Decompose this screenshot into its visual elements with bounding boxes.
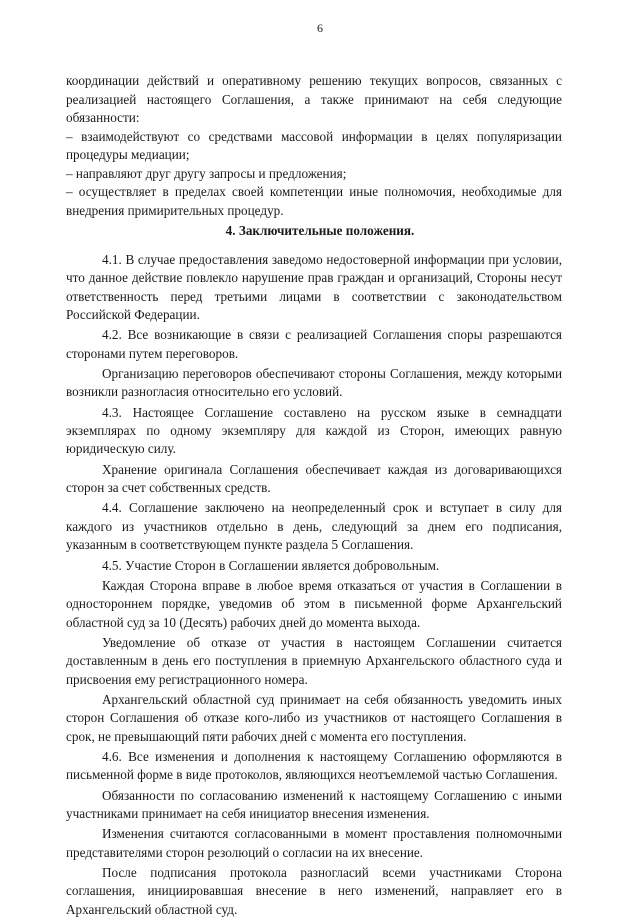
paragraph: Каждая Сторона вправе в любое время отказаться от участия в Соглашении в одностороннем порядке, уведомив об этом в письменной форме Архангельский областной суд за 10 (Десять) рабочих дней до момента выхода. <box>66 577 562 630</box>
paragraph: Обязанности по согласованию изменений к настоящему Соглашению с иными участниками принимает на себя инициатор внесения изменения. <box>66 787 562 821</box>
intro-list-item: – осуществляет в пределах своей компетенции иные полномочия, необходимые для внедрения примирительных процедур. <box>66 184 562 218</box>
paragraph: Хранение оригинала Соглашения обеспечивает каждая из договаривающихся сторон за счет собственных средств. <box>66 461 562 496</box>
intro-list-item: – взаимодействуют со средствами массовой информации в целях популяризации процедуры медиации; <box>66 128 562 162</box>
paragraph: Архангельский областной суд принимает на себя обязанность уведомить иных сторон Соглашения об отказе кого-либо из участников от настоящего Соглашения в срок, не превышающий пяти рабочих дней с момента его поступления. <box>66 691 562 744</box>
paragraph-4-4: 4.4. Соглашение заключено на неопределенный срок и вступает в силу для каждого из участников отдельно в день, следующий за днем его подписания, указанным в соответствующем пункте раздела 5 Соглашения. <box>66 500 562 553</box>
paragraph: Организацию переговоров обеспечивают стороны Соглашения, между которыми возникли разногласия относительно его условий. <box>66 366 562 400</box>
intro-block <box>66 72 562 220</box>
section-body <box>66 251 562 921</box>
paragraph-4-5: 4.5. Участие Сторон в Соглашении является добровольным. <box>102 557 440 573</box>
paragraph-4-3: 4.3. Настоящее Соглашение составлено на русском языке в семнадцати экземплярах по одному экземпляру для каждой из Сторон, имеющих равную юридическую силу. <box>66 404 562 457</box>
paragraph: Изменения считаются согласованными в момент проставления полномочными представителями сторон резолюций о согласии на их внесение. <box>66 826 562 860</box>
paragraph: После подписания протокола разногласий всеми участниками Сторона соглашения, инициировавшая внесение в него изменений, направляет его в Архангельский областной суд. <box>66 865 562 917</box>
paragraph: Уведомление об отказе от участия в настоящем Соглашении считается доставленным в день его поступления в приемную Архангельского областного суда и присвоения ему регистрационного номера. <box>66 634 562 687</box>
paragraph-4-1: 4.1. В случае предоставления заведомо недостоверной информации при условии, что данное действие повлекло нарушение прав граждан и организаций, Стороны несут ответственность перед третьими лицами в соответствии с законодательством Российской Федерации. <box>66 252 562 323</box>
section-title: 4. Заключительные положения. <box>225 223 415 238</box>
intro-list-item: – направляют друг другу запросы и предложения; <box>66 165 347 181</box>
page-number: 6 <box>317 21 323 35</box>
intro-paragraph: координации действий и оперативному решению текущих вопросов, связанных с реализацией настоящего Соглашения, а также принимают на себя следующие обязанности: <box>66 73 562 125</box>
paragraph-4-2: 4.2. Все возникающие в связи с реализацией Соглашения споры разрешаются сторонами путем переговоров. <box>66 327 562 361</box>
paragraph-4-6: 4.6. Все изменения и дополнения к настоящему Соглашению оформляются в письменной форме в виде протоколов, являющихся неотъемлемой частью Соглашения. <box>66 748 562 783</box>
